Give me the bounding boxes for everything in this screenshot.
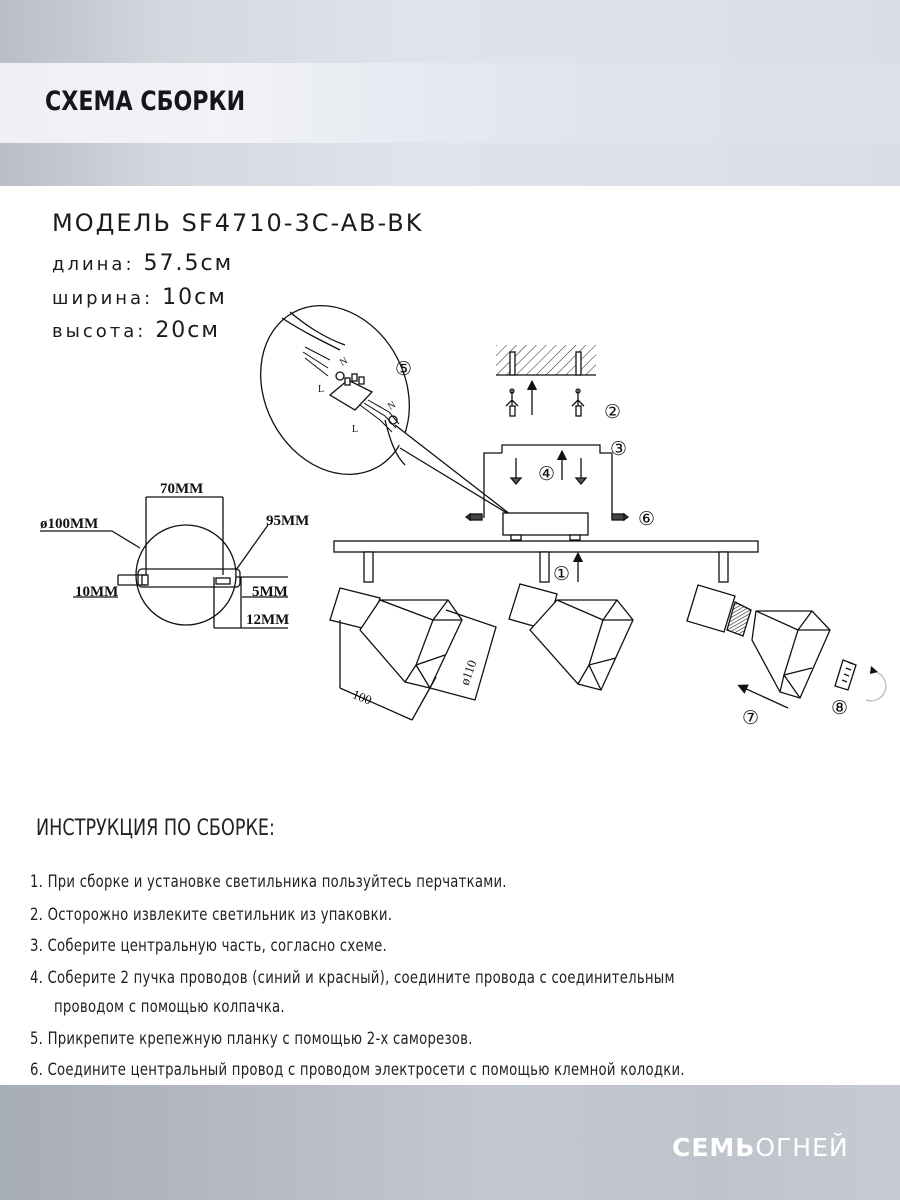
slot-height-label: 5MM [252,584,288,600]
length-label: длина: [52,254,135,275]
model-line [52,209,424,237]
step-marker-4: ④ [538,464,556,485]
spotlight-2 [509,552,633,690]
instructions-title: ИНСТРУКЦИЯ ПО СБОРКЕ: [36,816,275,841]
spotlight-1 [330,552,496,720]
wire-label-n1: N [338,355,350,369]
width-label: ширина: [52,288,154,309]
instruction-step: 4. Соберите 2 пучка проводов (синий и красный), соедините провода с соединительным [30,968,675,988]
wire-label-l1: L [318,384,325,395]
model-label: МОДЕЛЬ [52,209,173,237]
slot-width-label: 10MM [75,584,119,600]
page-title: СХЕМА СБОРКИ [45,86,246,117]
instruction-step: 5. Прикрепите крепежную планку с помощью 2-х саморезов. [30,1029,473,1049]
brand-bold: СЕМЬ [672,1133,756,1162]
hole-spacing-label: 70MM [160,481,204,497]
canopy-box [503,513,588,535]
outer-size-label: 95MM [266,513,310,529]
mounting-bar [334,541,758,552]
height-value: 20см [155,318,220,343]
step-marker-6: ⑥ [638,509,656,530]
wire-label-n2: N [386,399,398,413]
step-marker-7: ⑦ [742,708,760,729]
slot-length-label: 12MM [246,612,290,628]
step-marker-5: ⑤ [395,359,413,380]
instruction-step: 1. При сборке и установке светильника пользуйтесь перчатками. [30,872,507,892]
shade-length-label: 100 [350,686,375,708]
wiring-detail-callout [232,300,515,518]
model-value: SF4710-3C-AB-BK [181,209,424,237]
ceiling-hatch [496,345,596,375]
brand-logo [672,1133,849,1162]
plate-diameter-label: ø100MM [40,516,99,532]
instruction-step-continuation: проводом с помощью колпачка. [54,997,285,1017]
brand-light: ОГНЕЙ [755,1133,849,1162]
instruction-step: 3. Соберите центральную часть, согласно схеме. [30,936,387,956]
lamp-cap [835,660,886,701]
length-value: 57.5см [143,251,234,276]
step-marker-1: ① [553,564,571,585]
height-label: высота: [52,321,147,342]
width-value: 10см [162,285,227,310]
step-marker-3: ③ [610,439,628,460]
instruction-step: 6. Соедините центральный провод с проводом электросети с помощью клемной колодки. [30,1060,685,1080]
length-line [52,251,233,276]
wire-label-l2: L [352,424,359,435]
assembly-diagram [0,300,900,760]
step-marker-2: ② [604,402,622,423]
instruction-step: 2. Осторожно извлеките светильник из упаковки. [30,905,393,925]
shade-diameter-label: ø110 [456,657,480,688]
wall-plugs [506,385,584,416]
step-marker-8: ⑧ [831,698,849,719]
spotlight-3 [687,552,830,698]
